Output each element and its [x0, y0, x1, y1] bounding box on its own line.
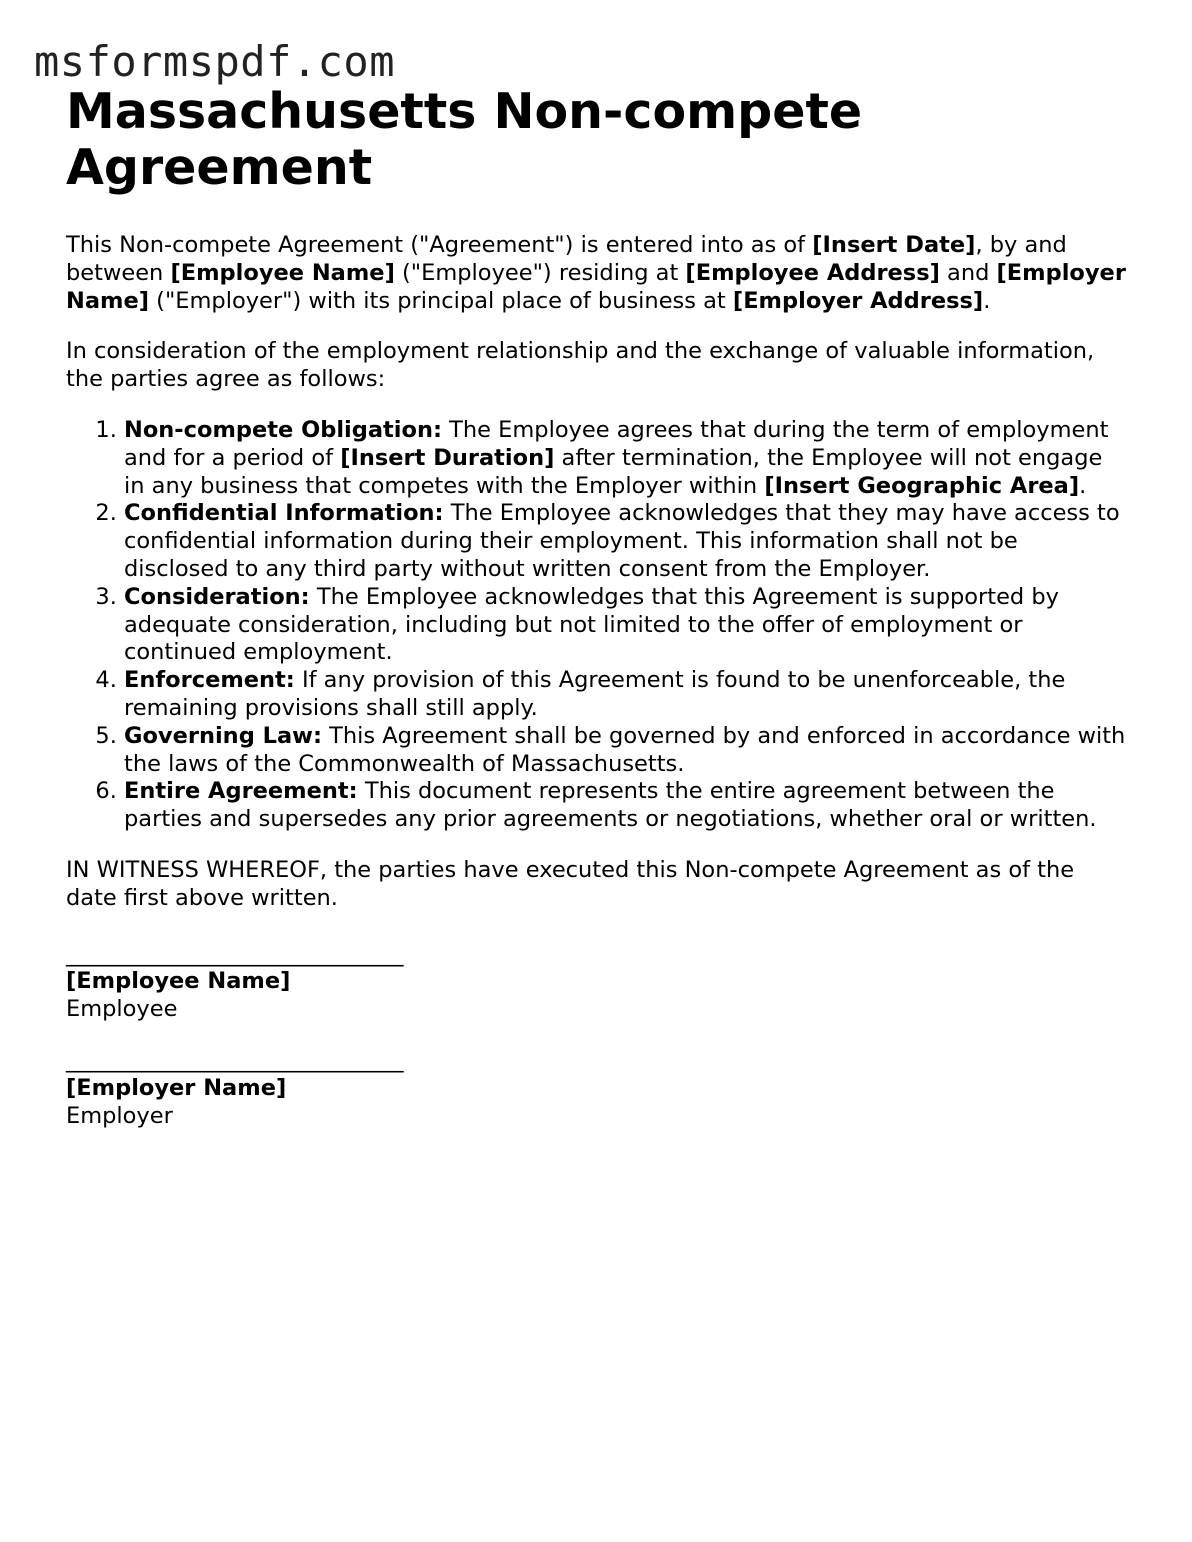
clause-governing-law	[124, 723, 1126, 779]
signature-role: Employee	[66, 996, 178, 1023]
employer-signature-block	[66, 1047, 1126, 1130]
clause-heading: Non-compete Obligation:	[124, 416, 442, 443]
employer-address-placeholder: [Employer Address]	[732, 287, 984, 314]
clause-consideration	[124, 584, 1126, 667]
insert-area-placeholder: [Insert Geographic Area]	[764, 472, 1080, 499]
insert-duration-placeholder: [Insert Duration]	[340, 444, 555, 471]
intro-text: .	[983, 287, 991, 314]
clause-heading: Consideration:	[124, 583, 310, 610]
clause-text: after termination, the Employee will not engage in any business that competes with the Employer within	[124, 444, 1103, 499]
clause-non-compete	[124, 417, 1126, 500]
insert-date-placeholder: [Insert Date]	[812, 232, 976, 258]
intro-text: and	[939, 259, 997, 286]
document-page	[66, 84, 1126, 1130]
clause-text: This Agreement shall be governed by and enforced in accordance with the laws of the Commonwealth of Massachusetts.	[124, 722, 1126, 777]
clause-text: The Employee acknowledges that they may have access to confidential information during their employment. This information shall not be disclosed to any third party without written consent from the Employer.	[124, 500, 1120, 582]
signature-name: [Employer Name]	[66, 1074, 287, 1101]
intro-text: This Non-compete Agreement ("Agreement") is entered into as of	[66, 232, 813, 258]
clause-text: This document represents the entire agreement between the parties and supersedes any prior agreements or negotiations, whether oral or written.	[124, 778, 1097, 833]
document-title: Massachusetts Non-compete Agreement	[66, 83, 863, 196]
signature-line: ______________________________	[66, 940, 404, 967]
clause-entire-agreement	[124, 778, 1126, 834]
witness-paragraph: IN WITNESS WHEREOF, the parties have executed this Non-compete Agreement as of the date first above written.	[66, 856, 1075, 911]
employee-address-placeholder: [Employee Address]	[685, 259, 940, 286]
clause-heading: Enforcement:	[124, 667, 295, 694]
intro-paragraph	[66, 232, 1126, 315]
signature-name: [Employee Name]	[66, 968, 291, 995]
clause-text: If any provision of this Agreement is found to be unenforceable, the remaining provisions shall still apply.	[124, 667, 1066, 721]
clause-heading: Entire Agreement:	[124, 778, 358, 805]
employee-name-placeholder: [Employee Name]	[170, 259, 395, 286]
site-watermark: msformspdf.com	[34, 37, 396, 86]
intro-text: , by and between	[66, 232, 1067, 286]
signature-line: ______________________________	[66, 1046, 404, 1073]
intro-text: ("Employer") with its principal place of business at	[149, 287, 733, 314]
clause-heading: Governing Law:	[124, 722, 322, 749]
employee-signature-block	[66, 941, 1126, 1024]
signature-role: Employer	[66, 1102, 173, 1129]
clause-text: The Employee acknowledges that this Agreement is supported by adequate consideration, including but not limited to the offer of employment or continued employment.	[124, 583, 1059, 666]
consideration-paragraph: In consideration of the employment relationship and the exchange of valuable information, the parties agree as follows:	[66, 338, 1095, 393]
clause-enforcement	[124, 667, 1126, 723]
employer-name-placeholder: [Employer Name]	[66, 259, 1126, 314]
intro-text: ("Employee") residing at	[394, 259, 686, 286]
clause-text: The Employee agrees that during the term of employment and for a period of	[124, 416, 1109, 471]
clause-list	[66, 417, 1126, 834]
clause-confidential-information	[124, 500, 1126, 583]
clause-heading: Confidential Information:	[124, 500, 444, 527]
clause-text: .	[1079, 472, 1087, 499]
